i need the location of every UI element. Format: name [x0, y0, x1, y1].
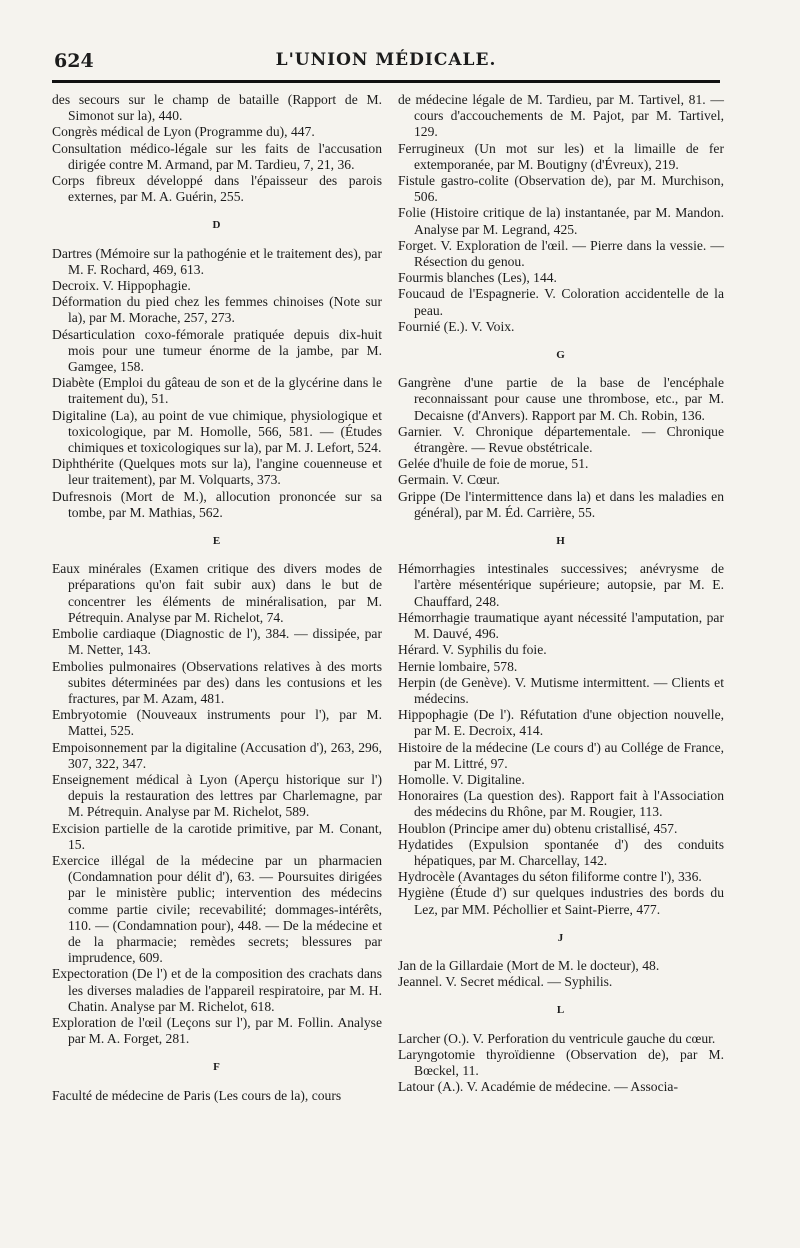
index-entry: Folie (Histoire critique de la) instantanée, par M. Mandon. Analyse par M. Legrand, 425.: [398, 205, 724, 237]
section-letter: D: [212, 219, 222, 232]
index-entry: Decroix. V. Hippophagie.: [52, 278, 191, 294]
index-entry: Dartres (Mémoire sur la pathogénie et le traitement des), par M. F. Rochard, 469, 613.: [52, 245, 382, 277]
index-entry: Forget. V. Exploration de l'œil. — Pierre dans la vessie. — Résection du genou.: [398, 237, 724, 270]
index-entry: Honoraires (La question des). Rapport fait à l'Association des médecins du Rhône, par M. Rougier, 113.: [398, 788, 724, 820]
index-entry: Faculté de médecine de Paris (Les cours de la), cours: [52, 1087, 342, 1103]
index-entry: de médecine légale de M. Tardieu, par M. Tartivel, 81. — cours d'accouchements de M. Pajot, par M. Tartivel, 129.: [398, 92, 724, 140]
index-entry: Ferrugineux (Un mot sur les) et la limaille de fer extemporanée, par M. Boutigny (d'Évreux), 219.: [398, 140, 724, 172]
index-entry: Hémorrhagie traumatique ayant nécessité l'amputation, par M. Dauvé, 496.: [398, 609, 724, 642]
index-entry: Exercice illégal de la médecine par un pharmacien (Condamnation pour délit d'), 63. — Poursuites dirigées par le ministère public; intervention des médecins comme partie civile; recevabilité; dommages-intérêts, 110. — (Condamnation pour), 448. — De la médecine et de la pharmacie; remèdes secrets; blessures par imprudence, 609.: [52, 852, 382, 966]
index-entry: Fourmis blanches (Les), 144.: [398, 270, 557, 286]
index-entry: Hippophagie (De l'). Réfutation d'une objection nouvelle, par M. E. Decroix, 414.: [398, 707, 724, 739]
index-entry: Larcher (O.). V. Perforation du ventricule gauche du cœur.: [398, 1030, 716, 1046]
index-entry: Diabète (Emploi du gâteau de son et de la glycérine dans le traitement du), 51.: [52, 375, 382, 407]
index-entry: Jeannel. V. Secret médical. — Syphilis.: [398, 974, 613, 990]
index-entry: Foucaud de l'Espagnerie. V. Coloration accidentelle de la peau.: [398, 286, 724, 318]
section-letter: E: [212, 535, 222, 548]
index-entry: Embolie cardiaque (Diagnostic de l'), 384. — dissipée, par M. Netter, 143.: [52, 626, 382, 658]
index-entry: Dufresnois (Mort de M.), allocution prononcée sur sa tombe, par M. Mathias, 562.: [52, 488, 382, 520]
section-letter: J: [557, 931, 565, 944]
section-letter: F: [213, 1061, 221, 1074]
index-entry: Embryotomie (Nouveaux instruments pour l'), par M. Mattei, 525.: [52, 707, 382, 739]
index-entry: Houblon (Principe amer du) obtenu cristallisé, 457.: [398, 820, 678, 836]
index-entry: Gangrène d'une partie de la base de l'encéphale reconnaissant pour cause une thrombose, etc., par M. Decaisne (d'Anvers). Rapport par M. Ch. Robin, 136.: [398, 375, 724, 423]
index-entry: Fistule gastro-colite (Observation de), par M. Murchison, 506.: [398, 173, 724, 205]
index-entry: Congrès médical de Lyon (Programme du), 447.: [52, 124, 315, 140]
index-column-left: [52, 92, 382, 1104]
index-entry: Laryngotomie thyroïdienne (Observation de), par M. Bœckel, 11.: [398, 1046, 724, 1078]
index-entry: Fournié (E.). V. Voix.: [398, 318, 515, 334]
header-rule: [52, 80, 720, 83]
index-entry: Gelée d'huile de foie de morue, 51.: [398, 456, 589, 472]
index-entry: Eaux minérales (Examen critique des divers modes de préparations qu'on fait subir aux) dans le but de concentrer les éléments de minéralisation, par M. Pétrequin. Analyse par M. Richelot, 74.: [52, 561, 382, 625]
index-column-right: [398, 92, 724, 1095]
index-entry: Corps fibreux développé dans l'épaisseur des parois externes, par M. A. Guérin, 255.: [52, 173, 382, 205]
index-entry: Désarticulation coxo-fémorale pratiquée depuis dix-huit mois pour une tumeur énorme de la jambe, par M. Gamgee, 158.: [52, 326, 382, 375]
index-entry: Excision partielle de la carotide primitive, par M. Conant, 15.: [52, 820, 382, 852]
index-entry: Diphthérite (Quelques mots sur la), l'angine couenneuse et leur traitement), par M. Volquarts, 373.: [52, 456, 382, 488]
index-entry: Consultation médico-légale sur les faits de l'accusation dirigée contre M. Armand, par M. Tardieu, 7, 21, 36.: [52, 140, 382, 172]
index-entry: Hémorrhagies intestinales successives; anévrysme de l'artère mésentérique supérieure; autopsie, par M. E. Chauffard, 248.: [398, 561, 724, 609]
index-entry: Germain. V. Cœur.: [398, 472, 500, 488]
page-header: [52, 48, 720, 78]
section-letter: G: [556, 349, 566, 362]
index-entry: Embolies pulmonaires (Observations relatives à des morts subites déterminées par des) dans les contusions et les fractures, par M. Azam, 481.: [52, 658, 382, 706]
index-entry: Herpin (de Genève). V. Mutisme intermittent. — Clients et médecins.: [398, 674, 724, 706]
index-entry: Hydrocèle (Avantages du séton filiforme contre l'), 336.: [398, 869, 702, 885]
section-letter: H: [556, 535, 566, 548]
index-entry: Enseignement médical à Lyon (Aperçu historique sur l') depuis la restauration des lettres par Charlemagne, par M. Pétrequin. Analyse par M. Richelot, 589.: [52, 771, 382, 820]
index-entry: Empoisonnement par la digitaline (Accusation d'), 263, 296, 307, 322, 347.: [52, 739, 382, 771]
index-entry: Grippe (De l'intermittence dans la) et dans les maladies en général), par M. Éd. Carrière, 55.: [398, 488, 724, 520]
index-entry: Hérard. V. Syphilis du foie.: [398, 642, 547, 658]
page-number: 624: [54, 50, 94, 72]
index-entry: Garnier. V. Chronique départementale. — Chronique étrangère. — Revue obstétricale.: [398, 423, 724, 456]
index-entry: Exploration de l'œil (Leçons sur l'), par M. Follin. Analyse par M. A. Forget, 281.: [52, 1014, 382, 1047]
index-entry: Hernie lombaire, 578.: [398, 658, 518, 674]
section-letter: L: [556, 1004, 566, 1017]
index-entry: Expectoration (De l') et de la composition des crachats dans les diverses maladies de l'appareil respiratoire, par M. H. Chatin. Analyse par M. Richelot, 618.: [52, 966, 382, 1014]
index-entry: Jan de la Gillardaie (Mort de M. le docteur), 48.: [398, 957, 660, 973]
index-entry: Histoire de la médecine (Le cours d') au Collége de France, par M. Littré, 97.: [398, 739, 724, 771]
index-entry: Latour (A.). V. Académie de médecine. — Associa-: [398, 1079, 678, 1095]
index-entry: Homolle. V. Digitaline.: [398, 771, 525, 787]
index-entry: Hygiène (Étude d') sur quelques industries des bords du Lez, par MM. Péchollier et Saint-Pierre, 477.: [398, 885, 724, 917]
index-entry: Hydatides (Expulsion spontanée d') des conduits hépatiques, par M. Charcellay, 142.: [398, 836, 724, 868]
index-entry: Déformation du pied chez les femmes chinoises (Note sur la), par M. Morache, 257, 273.: [52, 294, 382, 326]
index-entry: Digitaline (La), au point de vue chimique, physiologique et toxicologique, par M. Homolle, 566, 581. — (Études chimiques et toxicologiques sur la), par M. J. Lefort, 524.: [52, 407, 382, 456]
running-title: L'UNION MÉDICALE.: [275, 50, 497, 70]
index-entry: des secours sur le champ de bataille (Rapport de M. Simonot sur la), 440.: [52, 92, 382, 124]
